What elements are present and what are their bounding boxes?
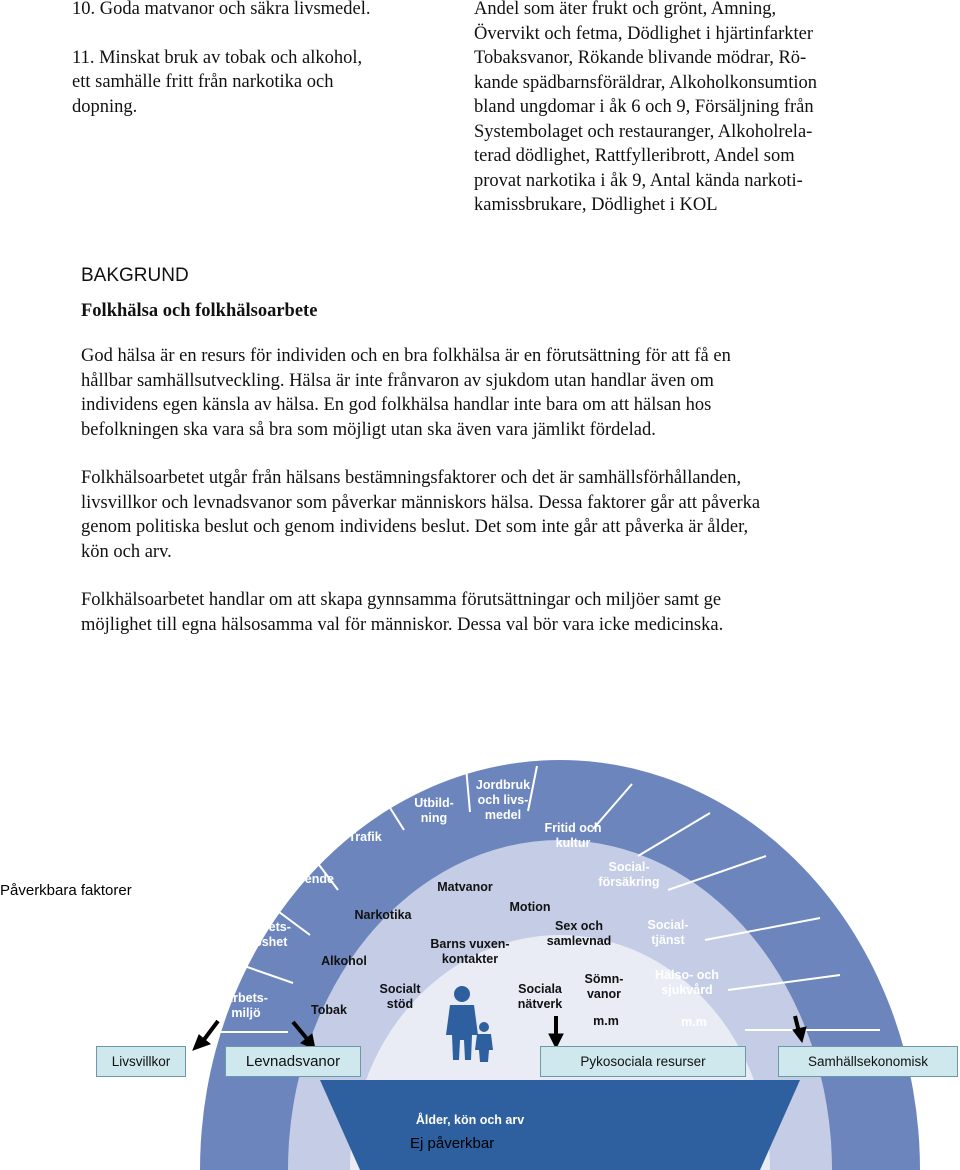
psychosocial-label: Barns vuxen- [430,937,510,951]
condition-label: löshet [250,935,288,949]
paragraph-line: livsvillkor och levnadsvanor som påverkar människors hälsa. Dessa faktorer går att påverka [81,492,761,513]
indicator-line: provat narkotika i åk 9, Antal kända narkoti- [474,170,803,191]
psychosocial-label: kontakter [441,952,499,966]
condition-label: ning [420,811,448,825]
condition-label: miljö [231,1006,261,1020]
indicator-line: kamissbrukare, Dödlighet i KOL [474,195,718,215]
category-box-socioeconomic [778,1046,958,1077]
psychosocial-label: Socialt [379,982,421,996]
annotation-unchangeable: Ej påverkbar [410,1135,495,1152]
condition-label: Arbets- [247,920,291,934]
paragraph-line: befolkningen ska vara så bra som möjligt utan ska även vara jämlikt fördelad. [81,419,656,440]
lifestyle-label: Tobak [311,1003,347,1017]
paragraph-line: God hälsa är en resurs för individen och en bra folkhälsa är en förutsättning för att få en [81,346,731,366]
condition-label: Arbets- [224,991,268,1005]
lifestyle-label: samlevnad [546,934,612,948]
condition-label: Trafik [348,830,382,844]
lifestyle-label: vanor [586,987,622,1001]
core-label: Ålder, kön och arv [415,1113,525,1127]
goal-11-line: dopning. [72,96,138,117]
condition-label: sjukvård [661,983,713,997]
paragraph-line: möjlighet till egna hälsosamma val för människor. Dessa val bör vara icke medicinska. [81,614,724,635]
condition-label: Social- [608,860,650,874]
lifestyle-label: Sex och [555,919,603,933]
indicator-line: Systembolaget och restauranger, Alkoholrela- [474,121,813,142]
outer-title: Miljö [455,711,485,725]
condition-label: Fritid och [544,821,602,835]
condition-label: Utbild- [414,796,454,810]
annotation-changeable: Påverkbara faktorer [0,882,132,899]
goal-11-line: ett samhälle fritt från narkotika och [72,72,334,92]
subheading: Folkhälsa och folkhälsoarbete [81,301,318,321]
paragraph-line: hållbar samhällsutveckling. Hälsa är inte frånvaron av sjukdom utan handlar även om [81,370,714,391]
indicator-line: Andel som äter frukt och grönt, Amning, [474,0,777,19]
psychosocial-label: nätverk [517,997,563,1011]
paragraph-line: Folkhälsoarbetet handlar om att skapa gynnsamma förutsättningar och miljöer samt ge [81,590,722,610]
condition-label: medel [484,808,522,822]
box-label: Livsvillkor [111,1054,171,1069]
condition-label: tjänst [651,933,685,947]
category-box-psychosocial [540,1046,746,1077]
indicator-line: Övervikt och fetma, Dödlighet i hjärtinfarkter [474,23,814,44]
condition-label: Social- [647,918,689,932]
condition-label: försäkring [598,875,660,889]
goal-11-line: 11. Minskat bruk av tobak och alkohol, [72,47,363,68]
category-box-lifestyle [225,1046,361,1077]
lifestyle-label: Alkohol [321,954,367,968]
box-label: Levnadsvanor [245,1053,341,1070]
condition-label: och livs- [477,793,529,807]
condition-label: kultur [555,836,591,850]
indicator-line: Tobaksvanor, Rökande blivande mödrar, Rö- [474,48,807,68]
goal-10: 10. Goda matvanor och säkra livsmedel. [72,0,371,19]
core-area [320,1080,800,1170]
condition-label: m.m [681,1015,707,1029]
paragraph-line: individens egen känsla av hälsa. En god folkhälsa handlar inte bara om att hälsan hos [81,395,712,415]
condition-label: Jordbruk [475,778,531,792]
lifestyle-label: Motion [509,900,551,914]
indicator-line: bland ungdomar i åk 6 och 9, Försäljning från [474,97,814,117]
condition-label: Boende [288,872,334,886]
lifestyle-label: m.m [593,1014,619,1028]
box-label: Pykosociala resurser [580,1054,706,1069]
box-label: Samhällsekonomisk [807,1054,929,1069]
indicator-line: kande spädbarnsföräldrar, Alkoholkonsumtion [474,72,817,93]
condition-label: Hälso- och [655,968,719,982]
paragraph-line: Folkhälsoarbetet utgår från hälsans bestämningsfaktorer och det är samhällsförhållanden, [81,468,742,488]
indicator-line: terad dödlighet, Rattfylleribrott, Andel som [474,146,795,166]
paragraph-line: genom politiska beslut och genom individens beslut. Det som inte går att påverka är ålder, [81,517,749,537]
paragraph-line: kön och arv. [81,541,172,562]
outer-title: Samhällsekonomiska strategier [361,726,549,740]
lifestyle-label: Narkotika [354,908,412,922]
psychosocial-label: stöd [386,997,414,1011]
psychosocial-label: Sociala [518,982,562,996]
category-box-living-conditions [96,1046,186,1077]
lifestyle-label: Matvanor [437,880,493,894]
section-heading: BAKGRUND [81,265,189,286]
lifestyle-label: Sömn- [584,972,624,986]
